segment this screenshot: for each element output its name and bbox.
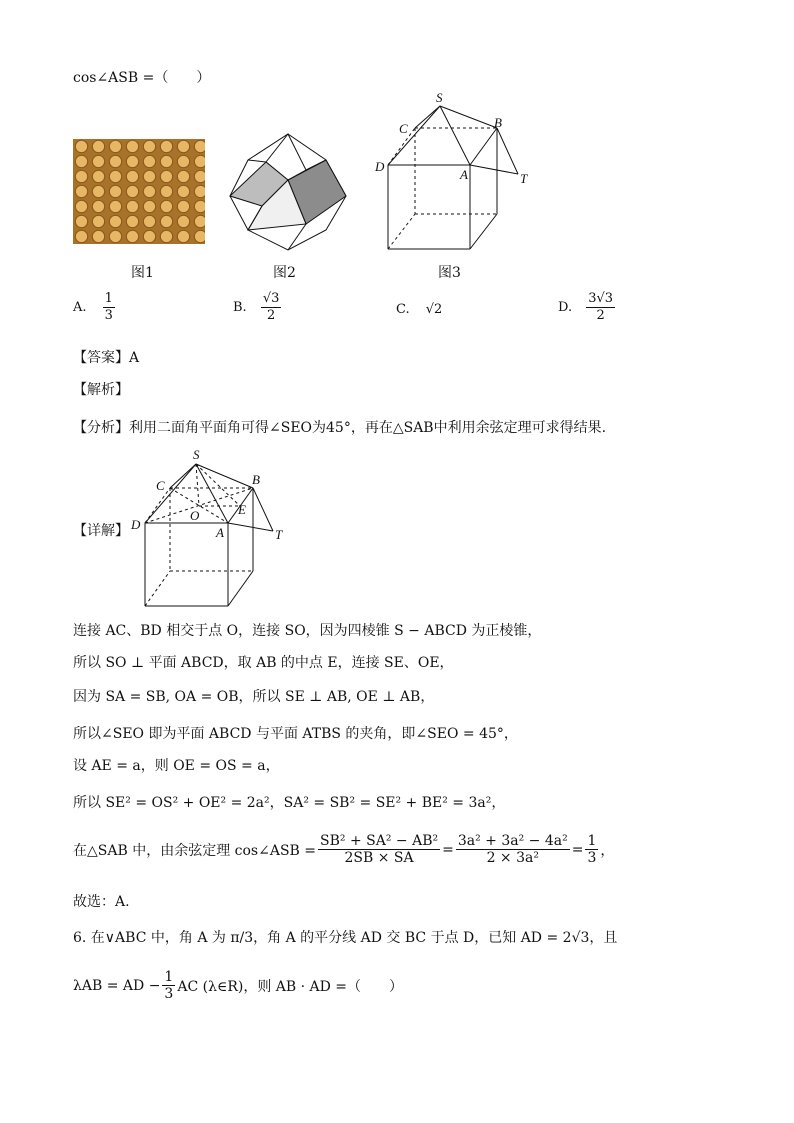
choice-line: 故选：A. bbox=[73, 894, 130, 910]
detail-label-d: D bbox=[131, 517, 141, 532]
cos-result-num: 1 bbox=[587, 833, 597, 849]
option-d-den: 2 bbox=[596, 308, 605, 323]
cos-frac2-den: 2 × 3a² bbox=[486, 850, 539, 866]
cos-frac2-num: 3a² + 3a² − 4a² bbox=[457, 833, 568, 849]
detail-label-a: A bbox=[216, 525, 224, 540]
option-a[interactable] bbox=[73, 291, 117, 324]
detail-label-b: B bbox=[252, 472, 260, 487]
detail-label-s: S bbox=[193, 447, 200, 462]
detail-line-5: 设 AE = a，则 OE = OS = a， bbox=[73, 758, 280, 774]
fig3-label-c: C bbox=[399, 121, 408, 136]
detail-line-3: 因为 SA = SB, OA = OB，所以 SE ⊥ AB, OE ⊥ AB， bbox=[73, 689, 435, 705]
cosine-line: 在△SAB 中，由余弦定理 cos∠ASB = $\frac{\text{SB² + SA² − AB²}}{2SB \times SA}$ = $\frac{\text{3a² + 3a² − 4a²}}{\text{2 × 3a²}}$ = $\frac{1}{3}$ ， bbox=[73, 833, 615, 866]
option-c-letter: C. bbox=[396, 302, 410, 317]
option-a-num: 1 bbox=[104, 291, 113, 306]
option-b-num: √3 bbox=[262, 291, 280, 306]
fig3-label-a: A bbox=[460, 167, 468, 182]
detail-line-4: 所以∠SEO 即为平面 ABCD 与平面 ATBS 的夹角，即∠SEO = 45°， bbox=[73, 726, 518, 742]
cos-frac1-num: SB² + SA² − AB² bbox=[320, 833, 439, 849]
detail-line-2: 所以 SO ⊥ 平面 ABCD，取 AB 的中点 E，连接 SE、OE， bbox=[73, 655, 454, 671]
answer-label: 【答案】 bbox=[73, 350, 129, 366]
question6-line2 bbox=[73, 969, 403, 1002]
detail-label-o: O bbox=[190, 508, 200, 523]
fig3-label-d: D bbox=[375, 159, 385, 174]
fenxi-line bbox=[73, 417, 606, 437]
detail-label-t: T bbox=[275, 527, 283, 542]
q6-frac-num: 1 bbox=[164, 969, 174, 985]
answer-line bbox=[73, 347, 139, 367]
option-c-value: √2 bbox=[425, 302, 443, 317]
answer-value: A bbox=[129, 350, 140, 366]
detail-line-6: 所以 SE² = OS² + OE² = 2a²，SA² = SB² = SE² + BE² = 3a²， bbox=[73, 795, 506, 811]
option-a-letter: A. bbox=[73, 300, 87, 315]
fig3-label-s: S bbox=[436, 90, 443, 105]
fig3-label-t: T bbox=[520, 171, 528, 186]
fig1-caption: 图1 bbox=[131, 265, 154, 281]
q6-frac-den: 3 bbox=[164, 986, 174, 1002]
option-a-den: 3 bbox=[104, 308, 113, 323]
option-d-letter: D. bbox=[558, 300, 573, 315]
fig3-diagram bbox=[370, 88, 540, 256]
fig3-caption: 图3 bbox=[438, 265, 461, 281]
detail-label-e: E bbox=[238, 502, 246, 517]
fig3-label-b: B bbox=[494, 115, 502, 130]
detail-label-c: C bbox=[156, 478, 165, 493]
cos-frac1-den: 2SB × SA bbox=[344, 850, 414, 866]
q6-line2-post: AC (λ∈R)，则 AB · AD =（ ） bbox=[177, 978, 404, 995]
analysis-label: 【解析】 bbox=[73, 382, 129, 398]
option-b-letter: B. bbox=[233, 300, 247, 315]
honeycomb-photo bbox=[73, 139, 205, 244]
fig2-caption: 图2 bbox=[273, 265, 296, 281]
option-c[interactable] bbox=[396, 302, 442, 317]
option-d[interactable] bbox=[558, 291, 617, 324]
fenxi-label: 【分析】 bbox=[73, 420, 129, 436]
detail-label: 【详解】 bbox=[73, 523, 129, 539]
cosine-prefix: 在△SAB 中，由余弦定理 cos∠ASB = bbox=[73, 842, 317, 859]
question6-line1: 6. 在∨ABC 中，角 A 为 π/3，角 A 的平分线 AD 交 BC 于点 D，已知 AD = 2√3，且 bbox=[73, 930, 618, 946]
detail-diagram bbox=[128, 446, 298, 612]
option-b[interactable] bbox=[233, 291, 283, 324]
fig2-polyhedron bbox=[226, 130, 350, 254]
option-b-den: 2 bbox=[266, 308, 276, 323]
detail-line-1: 连接 AC、BD 相交于点 O，连接 SO，因为四棱锥 S − ABCD 为正棱锥， bbox=[73, 623, 542, 639]
option-d-num: 3√3 bbox=[588, 291, 614, 306]
q6-line2-pre: λAB = AD − bbox=[73, 977, 161, 994]
fenxi-text: 利用二面角平面角可得∠SEO为45°，再在△SAB中利用余弦定理可求得结果. bbox=[129, 420, 607, 436]
cos-result-den: 3 bbox=[587, 850, 597, 866]
question-stem: cos∠ASB =（ ） bbox=[73, 70, 211, 86]
